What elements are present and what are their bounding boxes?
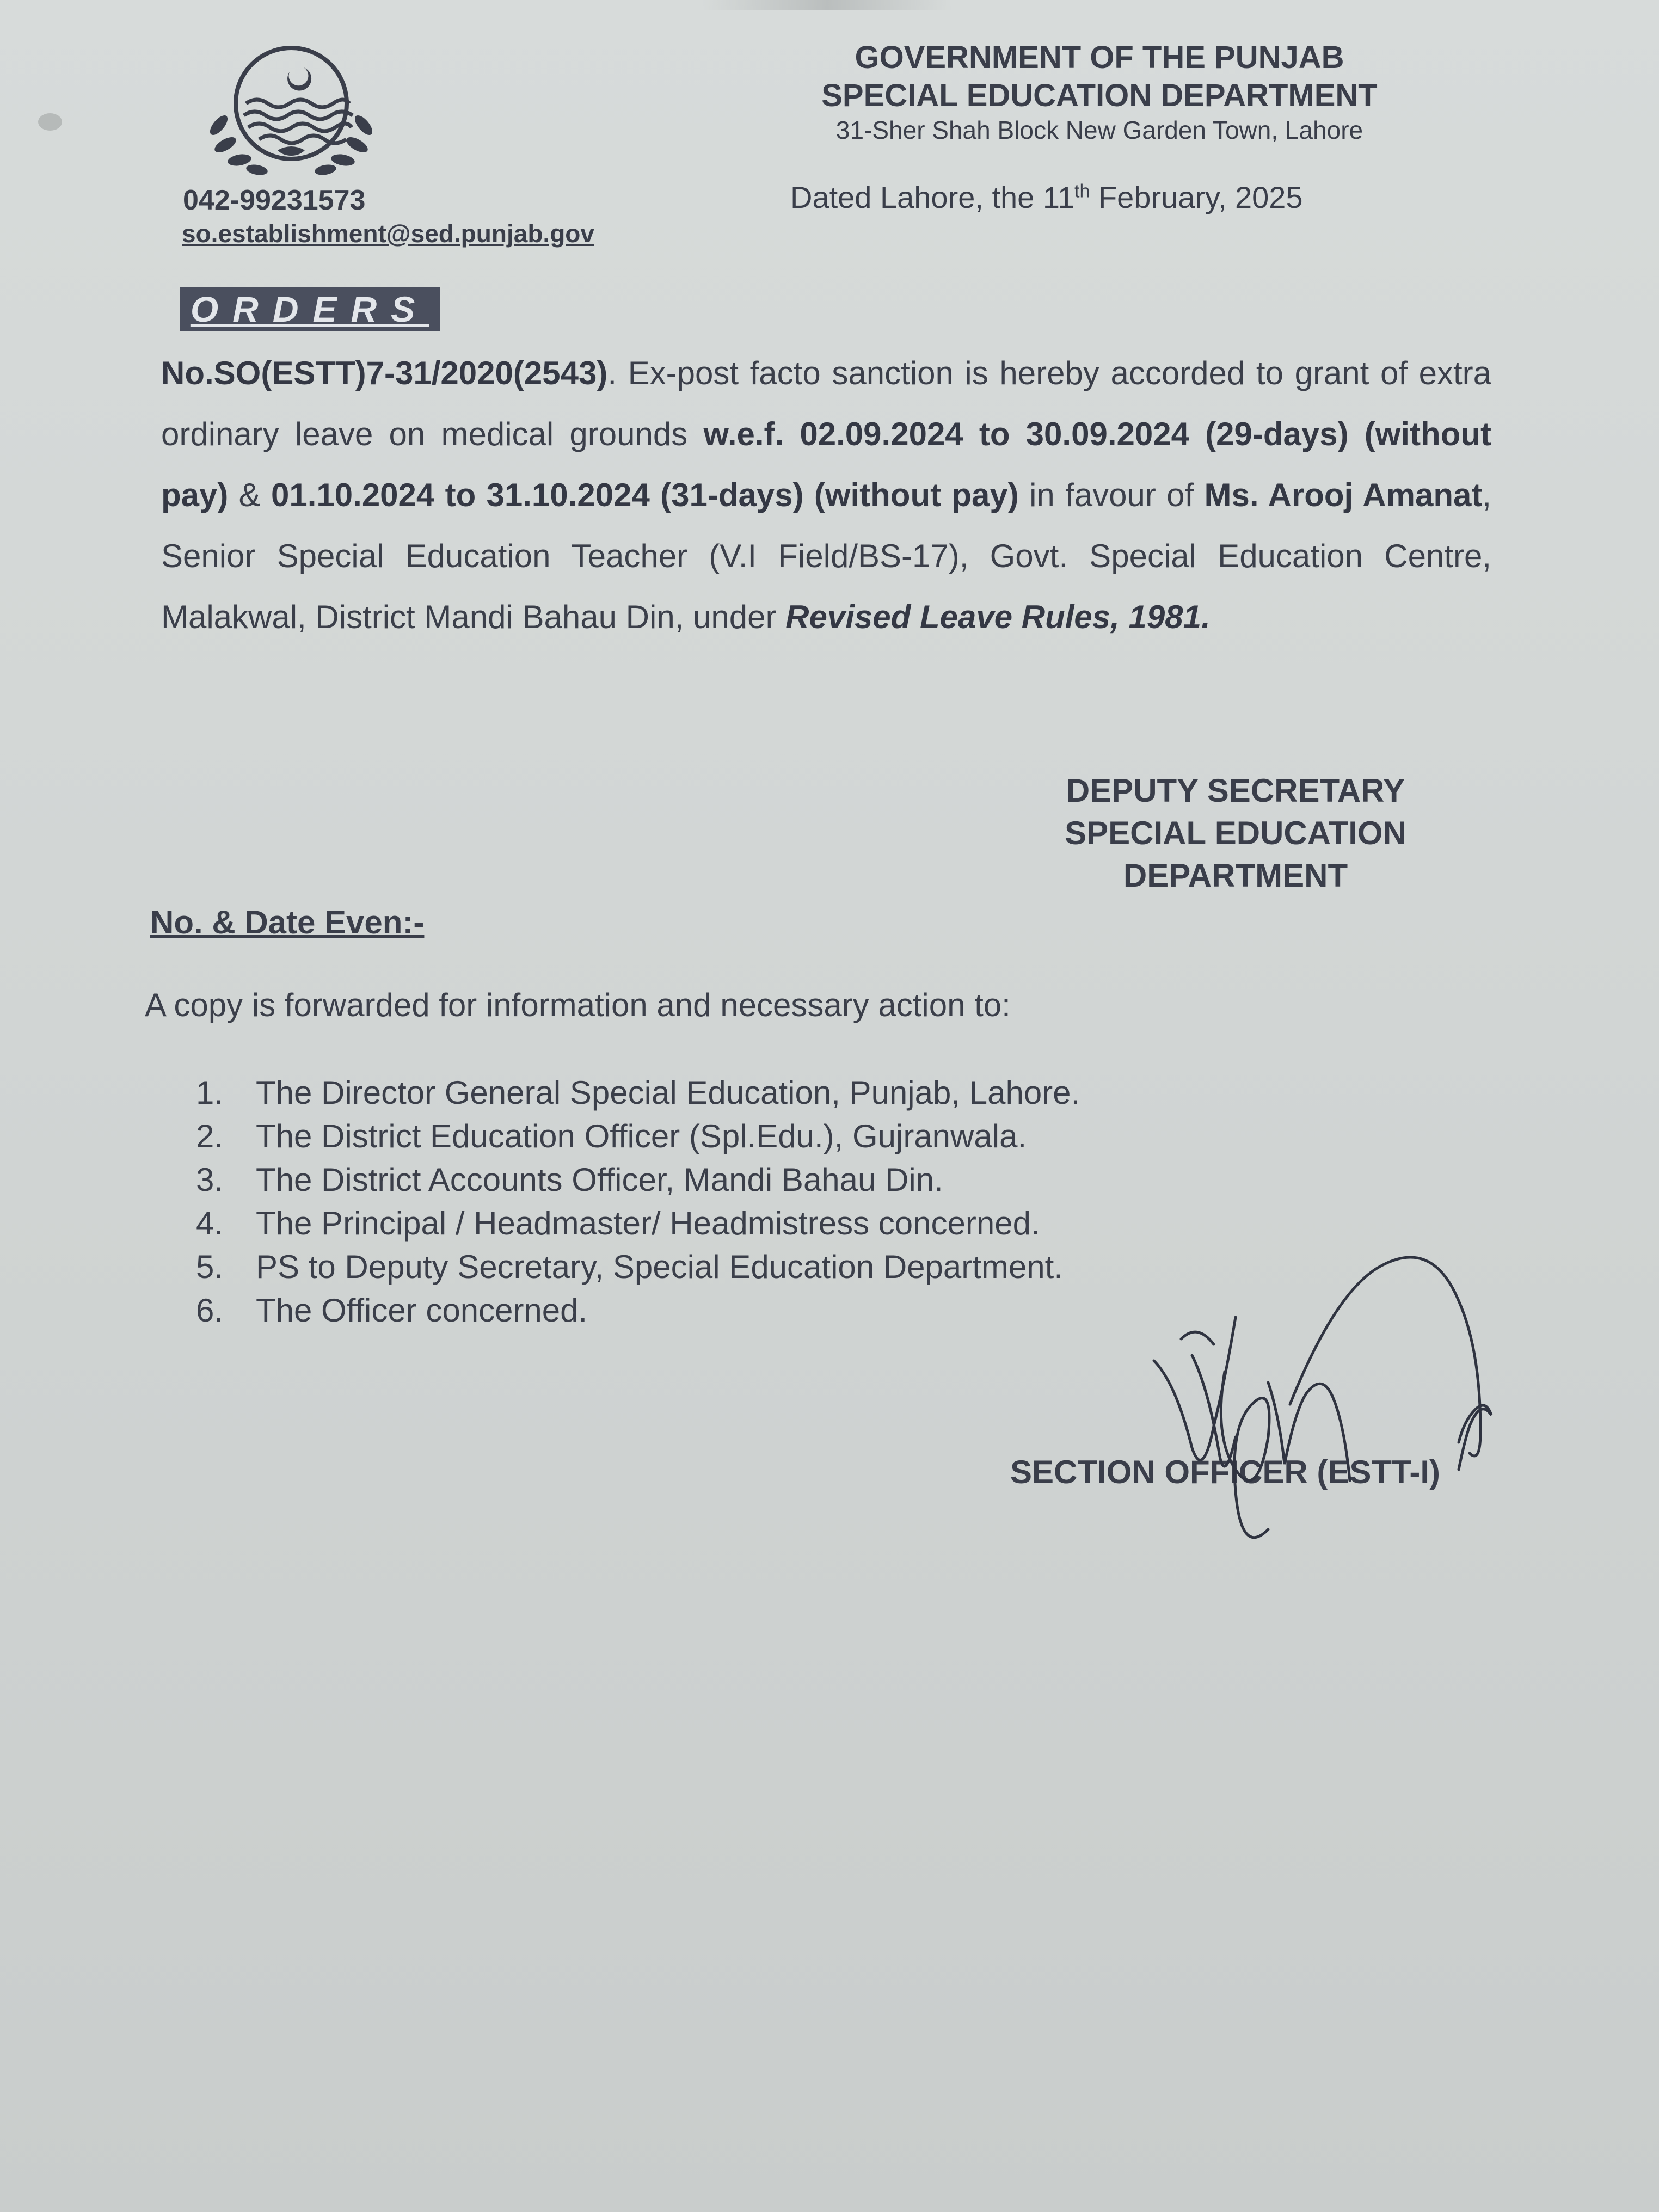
list-item-text: The District Accounts Officer, Mandi Bahau Din.: [256, 1162, 943, 1198]
punjab-emblem-icon: [196, 44, 386, 180]
leave-rules: Revised Leave Rules, 1981.: [785, 599, 1211, 635]
order-text-1: . Ex-post facto sanction is hereby accorded to grant of extra ordinary leave on medical grounds: [161, 355, 1491, 452]
list-item-number: 1.: [196, 1074, 224, 1111]
punch-hole-mark: [38, 113, 62, 131]
recipient-list: [196, 1071, 1080, 1332]
deputy-secretary-block: [969, 770, 1502, 897]
government-title: GOVERNMENT OF THE PUNJAB: [855, 40, 1344, 75]
list-item: [196, 1202, 1080, 1245]
list-item: [196, 1115, 1080, 1158]
list-item-text: The Officer concerned.: [256, 1292, 588, 1329]
order-paragraph: [161, 343, 1491, 648]
list-item-text: The District Education Officer (Spl.Edu.), Gujranwala.: [256, 1118, 1027, 1154]
signatory-line-3: DEPARTMENT: [1123, 857, 1348, 894]
list-item: [196, 1158, 1080, 1202]
dated-line: [790, 180, 1303, 215]
list-item-number: 2.: [196, 1118, 224, 1154]
order-text-4: , Senior Special Education Teacher (V.I Field/BS-17), Govt. Special Education Centre, Malakwal, District Mandi Bahau Din, under: [161, 477, 1492, 635]
leave-period-2: 01.10.2024 to 31.10.2024 (31-days) (without pay): [271, 477, 1019, 513]
list-item-number: 6.: [196, 1292, 224, 1329]
list-item-number: 3.: [196, 1162, 224, 1198]
list-item: [196, 1071, 1080, 1115]
department-address: 31-Sher Shah Block New Garden Town, Lahore: [835, 116, 1363, 144]
copy-heading: No. & Date Even:-: [150, 904, 425, 941]
list-item-text: PS to Deputy Secretary, Special Education Department.: [256, 1249, 1063, 1285]
handwritten-signature: [1138, 1197, 1529, 1546]
employee-name: Ms. Arooj Amanat: [1204, 477, 1483, 513]
leave-period-1: w.e.f. 02.09.2024 to 30.09.2024 (29-days) (without pay): [161, 416, 1491, 513]
contact-email[interactable]: so.establishment@sed.punjab.gov: [182, 219, 594, 248]
signatory-line-1: DEPUTY SECRETARY: [1066, 772, 1405, 809]
order-number: No.SO(ESTT)7-31/2020(2543): [161, 355, 608, 391]
list-item-number: 5.: [196, 1249, 224, 1285]
order-text-2: &: [228, 477, 271, 513]
dated-suffix: February, 2025: [1090, 180, 1303, 214]
list-item-number: 4.: [196, 1205, 224, 1242]
section-officer-title: SECTION OFFICER (ESTT-I): [1010, 1454, 1440, 1490]
list-item-text: The Director General Special Education, Punjab, Lahore.: [256, 1074, 1080, 1111]
dated-superscript: th: [1074, 181, 1090, 202]
list-item: [196, 1289, 1080, 1332]
copy-intro: A copy is forwarded for information and necessary action to:: [145, 987, 1011, 1023]
dated-prefix: Dated Lahore, the 11: [790, 180, 1075, 214]
orders-heading: ORDERS: [180, 287, 440, 331]
contact-phone: 042-99231573: [183, 185, 366, 216]
order-text-3: in favour of: [1018, 477, 1205, 513]
list-item-text: The Principal / Headmaster/ Headmistress concerned.: [256, 1205, 1040, 1242]
signatory-line-2: SPECIAL EDUCATION: [1065, 815, 1406, 851]
list-item: [196, 1245, 1080, 1289]
department-title: SPECIAL EDUCATION DEPARTMENT: [821, 78, 1378, 113]
photocopy-smudge: [702, 0, 953, 10]
